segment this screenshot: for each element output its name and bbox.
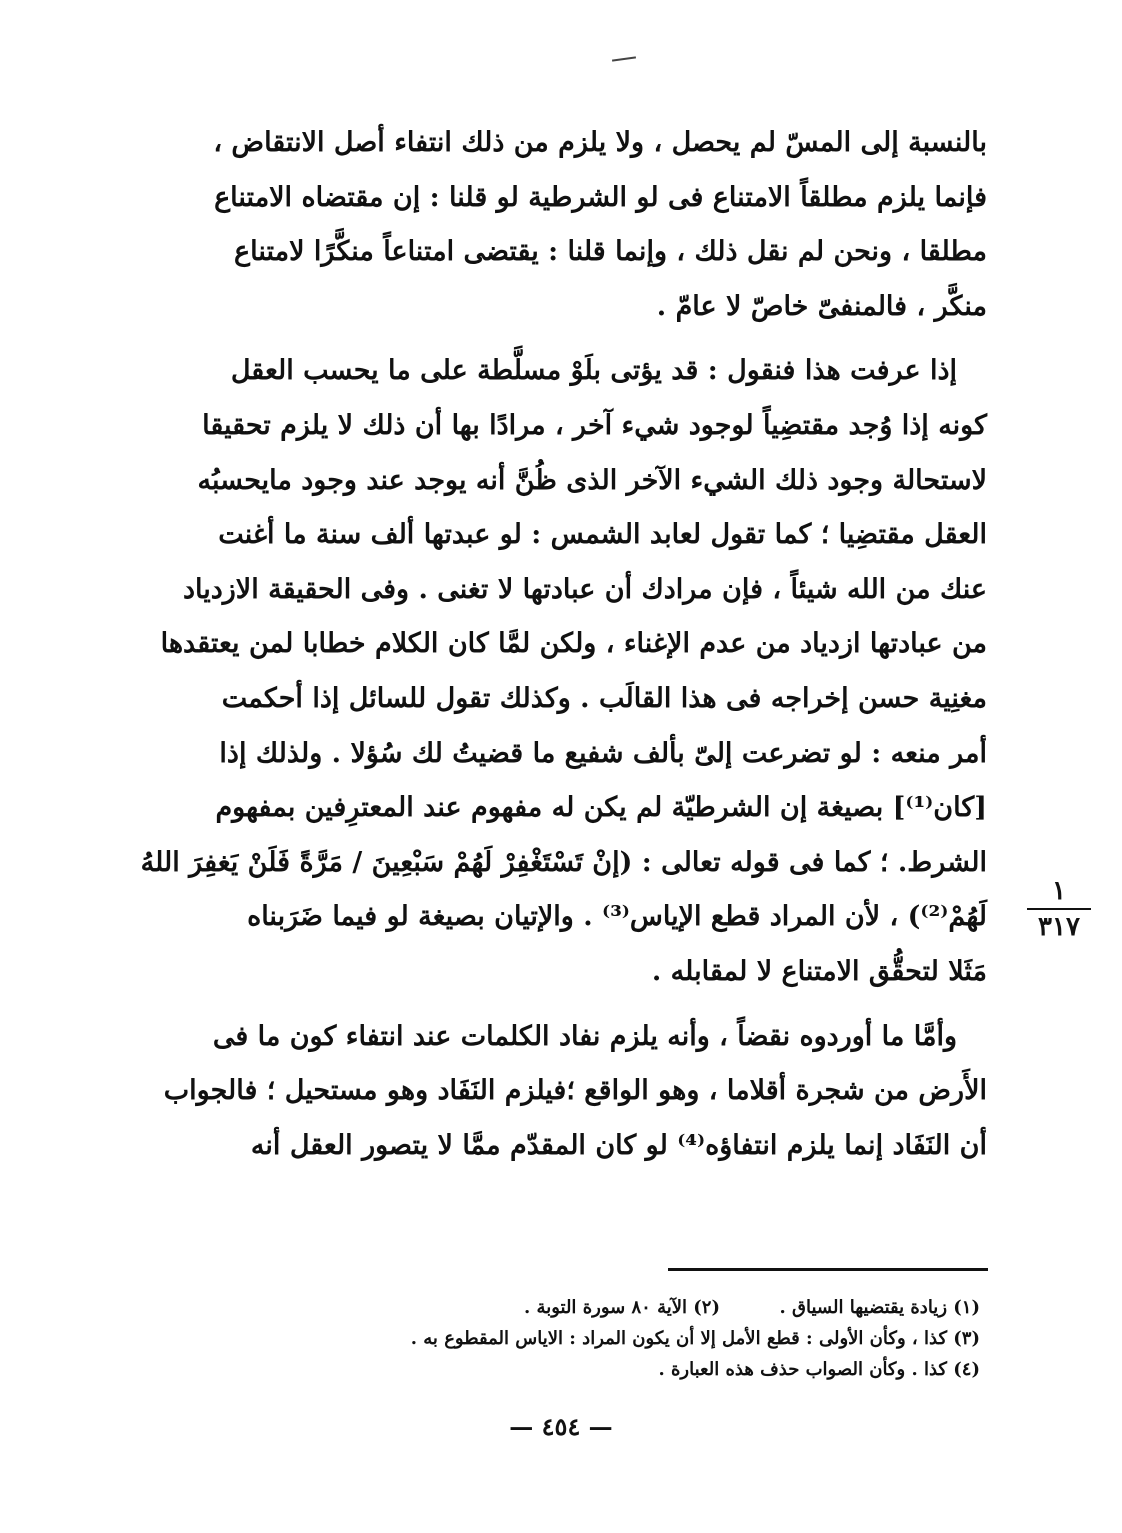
text-line: مَثَلا لتحقُّق الامتناع لا لمقابله .	[651, 955, 987, 987]
text-line: الشرط. ؛ كما فى قوله تعالى : (إنْ تَسْتَغْفِرْ لَهُمْ سَبْعِينَ / مَرَّةً فَلَنْ يَغفِرَ اللهُ	[140, 846, 987, 878]
main-text	[132, 116, 987, 1173]
margin-page-reference	[1024, 876, 1094, 942]
text-line: مطلقا ، ونحن لم نقل ذلك ، وإنما قلنا : يقتضى امتناعاً منكَّرًا لامتناع	[234, 236, 987, 268]
footnote-4: (٤) كذا . وكأن الصواب حذف هذه العبارة .	[658, 1359, 980, 1380]
footnote-3: (٣) كذا ، وكأن الأولى : قطع الأمل إلا أن يكون المراد : الاياس المقطوع به .	[410, 1328, 980, 1349]
text-line: لاستحالة وجود ذلك الشيء الآخر الذى ظُنَّ أنه يوجد عند وجود مايحسبُه	[197, 464, 987, 496]
text-line: أن النَفَاد إنما يلزم انتفاؤه⁽⁴⁾ لو كان المقدّم ممَّا لا يتصور العقل أنه	[250, 1129, 987, 1161]
footnote-row	[300, 1292, 980, 1323]
text-line: من عبادتها ازدياد من عدم الإغناء ، ولكن لمَّا كان الكلام خطابا لمن يعتقدها	[160, 628, 987, 660]
text-line: لَهُمْ⁽²⁾) ، لأن المراد قطع الإياس⁽³⁾ . والإتيان بصيغة لو فيما ضَرَبناه	[247, 901, 987, 933]
text-line: العقل مقتضِيا ؛ كما تقول لعابد الشمس : لو عبدتها ألف سنة ما أغنت	[218, 519, 987, 551]
text-line: [كان⁽¹⁾] بصيغة إن الشرطيّة لم يكن له مفهوم عند المعترِفين بمفهوم	[215, 792, 987, 824]
text-line: فإنما يلزم مطلقاً الامتناع فى لو الشرطية لو قلنا : إن مقتضاه الامتناع	[214, 181, 987, 213]
scan-mark	[612, 56, 636, 61]
text-line: مغنِية حسن إخراجه فى هذا القالَب . وكذلك تقول للسائل إذا أحكمت	[221, 682, 987, 714]
margin-volume-number: ١	[1052, 876, 1066, 906]
text-line: كونه إذا وُجد مقتضِياً لوجود شيء آخر ، مرادًا بها أن ذلك لا يلزم تحقيقا	[202, 409, 987, 441]
margin-page-number: ٣١٧	[1038, 912, 1080, 942]
text-line: أمر منعه : لو تضرعت إلىّ بألف شفيع ما قضيتُ لك سُؤلا . ولذلك إذا	[219, 737, 987, 769]
text-line: وأمَّا ما أوردوه نقضاً ، وأنه يلزم نفاد الكلمات عند انتفاء كون ما فى	[212, 1020, 957, 1052]
footnote-row	[300, 1354, 980, 1385]
text-line: إذا عرفت هذا فنقول : قد يؤتى بلَوْ مسلَّطة على ما يحسب العقل	[230, 355, 957, 387]
footnote-separator	[668, 1268, 988, 1271]
text-line: الأَرض من شجرة أقلاما ، وهو الواقع ؛فيلزم النَفَاد وهو مستحيل ؛ فالجواب	[163, 1075, 987, 1107]
footnote-2: (٢) الآية ٨٠ سورة التوبة .	[524, 1297, 720, 1318]
footnotes	[300, 1292, 980, 1385]
page-number: — ٤٥٤ —	[509, 1412, 613, 1441]
footnote-row	[300, 1323, 980, 1354]
margin-divider	[1027, 908, 1091, 910]
text-line: بالنسبة إلى المسّ لم يحصل ، ولا يلزم من ذلك انتفاء أصل الانتقاض ،	[213, 127, 987, 158]
footnote-1: (١) زيادة يقتضيها السياق .	[779, 1297, 980, 1318]
text-line: منكَّر ، فالمنفىّ خاصّ لا عامّ .	[656, 290, 987, 322]
text-line: عنك من الله شيئاً ، فإن مرادك أن عبادتها لا تغنى . وفى الحقيقة الازدياد	[182, 573, 987, 605]
